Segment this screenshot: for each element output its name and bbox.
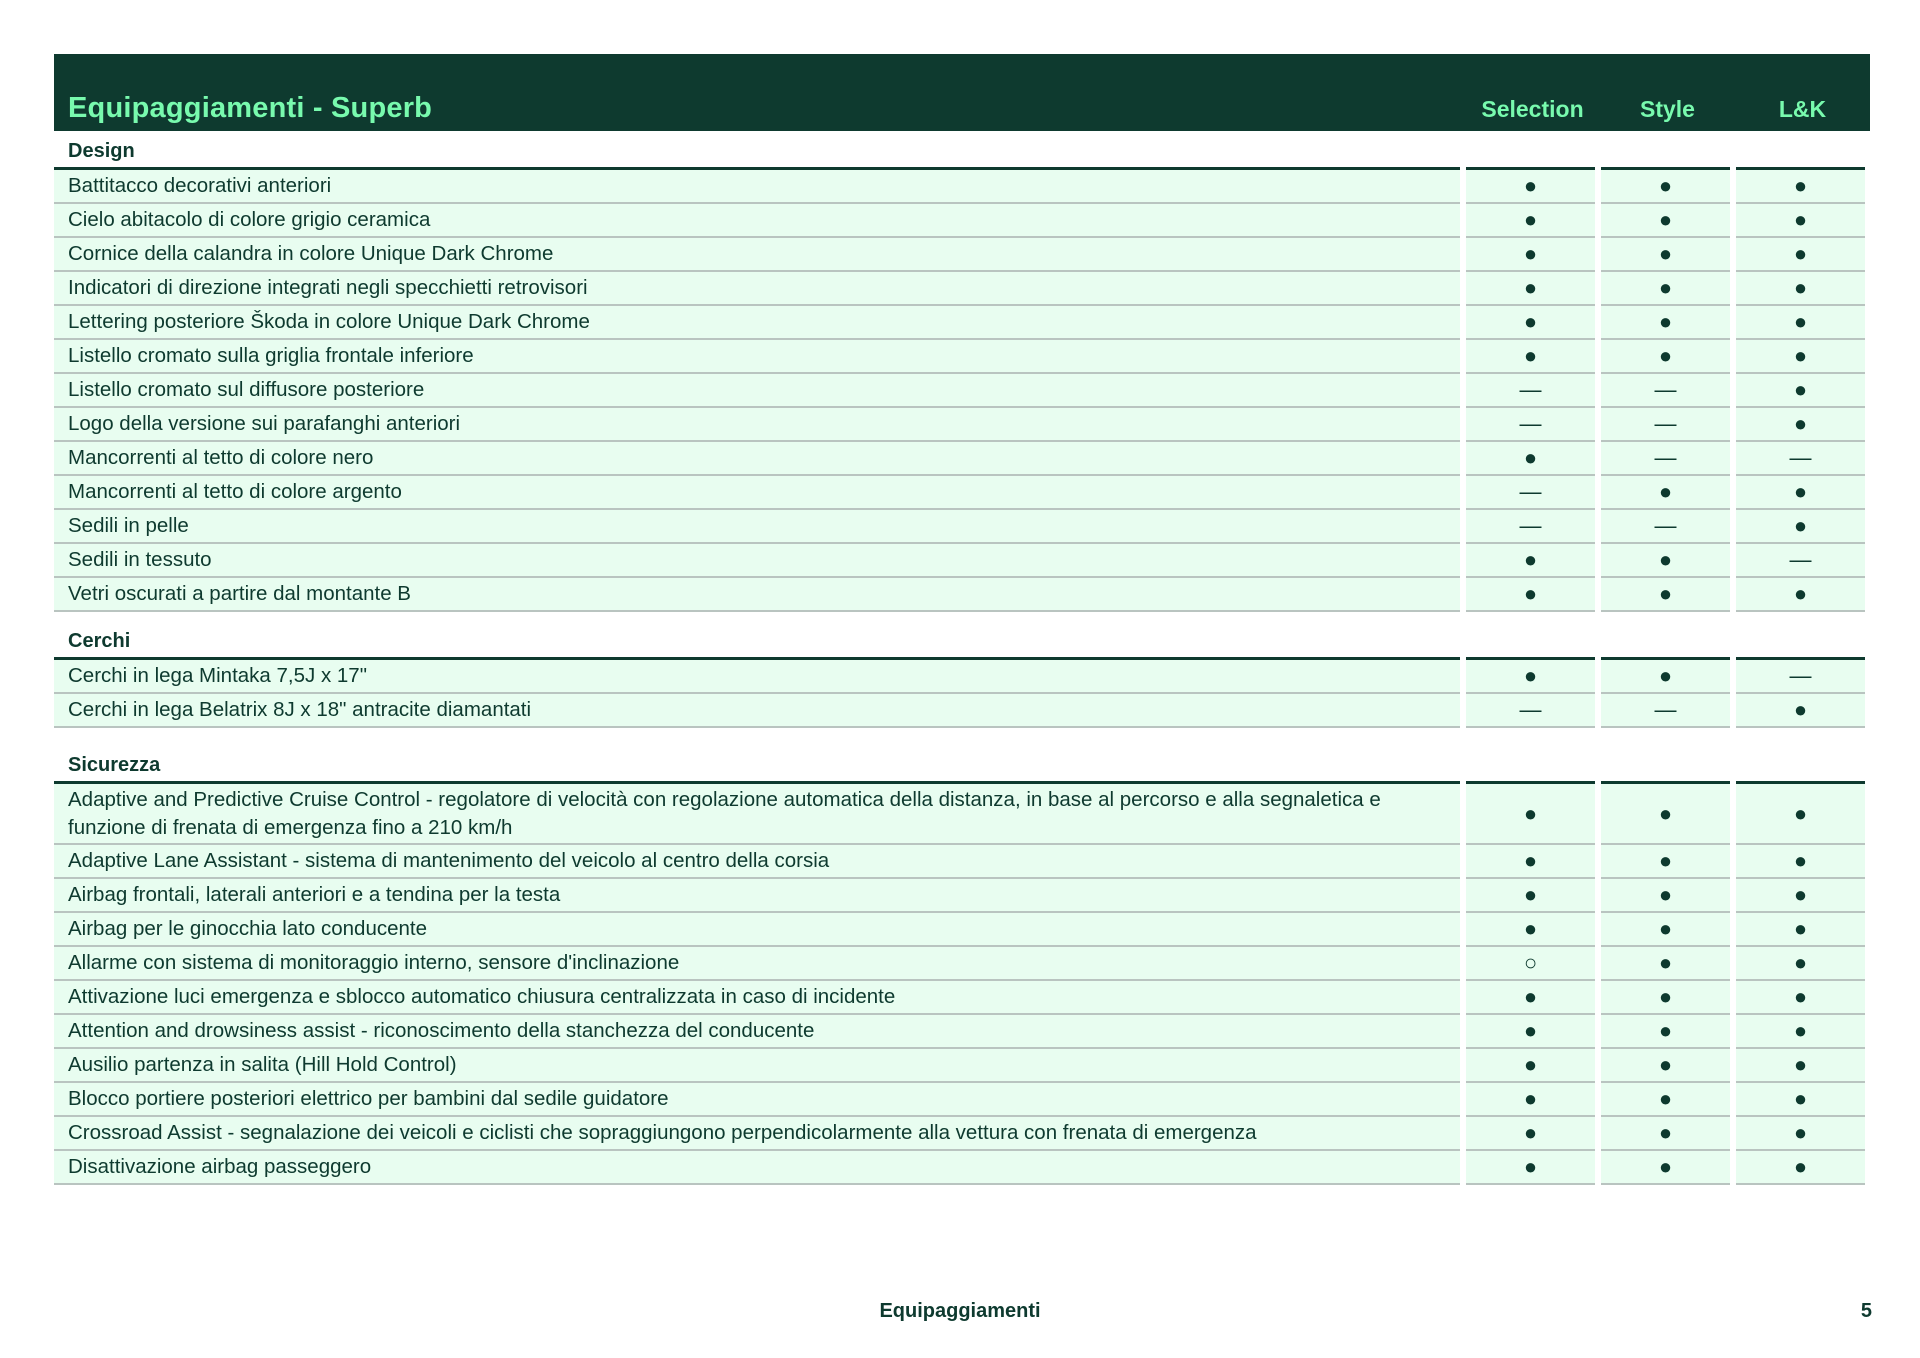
table-row — [54, 784, 1870, 845]
availability-style: — — [1601, 694, 1730, 728]
availability-style: — — [1601, 408, 1730, 442]
availability-lk: — — [1736, 544, 1865, 578]
availability-selection: ● — [1466, 1015, 1595, 1049]
availability-lk: ● — [1736, 1083, 1865, 1117]
availability-style: ● — [1601, 1015, 1730, 1049]
table-row — [54, 374, 1870, 408]
availability-lk: ● — [1736, 170, 1865, 204]
availability-style: ● — [1601, 1049, 1730, 1083]
availability-lk: ● — [1736, 204, 1865, 238]
availability-selection: ● — [1466, 1049, 1595, 1083]
feature-label: Blocco portiere posteriori elettrico per bambini dal sedile guidatore — [54, 1083, 1460, 1117]
availability-lk: ● — [1736, 374, 1865, 408]
availability-style: — — [1601, 442, 1730, 476]
feature-label: Adaptive and Predictive Cruise Control - regolatore di velocità con regolazione automatica della distanza, in base al percorso e alla segnaletica e funzione di frenata di emergenza fino a 210 km/h — [54, 784, 1460, 845]
availability-selection: ● — [1466, 1117, 1595, 1151]
table-row — [54, 306, 1870, 340]
availability-style: ● — [1601, 947, 1730, 981]
feature-label: Airbag frontali, laterali anteriori e a tendina per la testa — [54, 879, 1460, 913]
column-header-lk: L&K — [1778, 96, 1827, 122]
equipment-table — [54, 54, 1870, 1185]
availability-style: ● — [1601, 1083, 1730, 1117]
page-title: Equipaggiamenti - Superb — [68, 92, 433, 124]
availability-selection: ● — [1466, 272, 1595, 306]
table-row — [54, 879, 1870, 913]
availability-lk: ● — [1736, 694, 1865, 728]
section-title — [54, 131, 1870, 167]
availability-lk: ● — [1736, 845, 1865, 879]
availability-selection: ● — [1466, 306, 1595, 340]
availability-style: ● — [1601, 981, 1730, 1015]
feature-label: Cornice della calandra in colore Unique Dark Chrome — [54, 238, 1460, 272]
availability-lk: ● — [1736, 879, 1865, 913]
section-sicurezza — [54, 728, 1870, 1185]
availability-style: ● — [1601, 913, 1730, 947]
table-body — [54, 131, 1870, 1185]
section-title-text: Cerchi — [68, 630, 131, 652]
feature-label: Sedili in pelle — [54, 510, 1460, 544]
column-header-style: Style — [1640, 96, 1695, 122]
availability-selection: — — [1466, 510, 1595, 544]
availability-selection: ● — [1466, 981, 1595, 1015]
table-row — [54, 981, 1870, 1015]
availability-selection: ● — [1466, 204, 1595, 238]
table-row — [54, 1083, 1870, 1117]
table-row — [54, 578, 1870, 612]
table-row — [54, 510, 1870, 544]
table-row — [54, 204, 1870, 238]
page-number: 5 — [1860, 1300, 1872, 1322]
availability-lk: ● — [1736, 340, 1865, 374]
availability-lk: ● — [1736, 784, 1865, 845]
availability-style: ● — [1601, 660, 1730, 694]
table-row — [54, 947, 1870, 981]
table-row — [54, 845, 1870, 879]
availability-selection: ● — [1466, 1083, 1595, 1117]
availability-style: ● — [1601, 238, 1730, 272]
availability-lk: ● — [1736, 1117, 1865, 1151]
section-design — [54, 131, 1870, 612]
table-row — [54, 1117, 1870, 1151]
footer-section-label: Equipaggiamenti — [879, 1300, 1041, 1322]
feature-label: Indicatori di direzione integrati negli specchietti retrovisori — [54, 272, 1460, 306]
feature-label: Vetri oscurati a partire dal montante B — [54, 578, 1460, 612]
availability-lk: ● — [1736, 1151, 1865, 1185]
feature-label: Cerchi in lega Belatrix 8J x 18" antracite diamantati — [54, 694, 1460, 728]
table-row — [54, 442, 1870, 476]
availability-selection: — — [1466, 408, 1595, 442]
feature-label: Disattivazione airbag passeggero — [54, 1151, 1460, 1185]
availability-lk: ● — [1736, 578, 1865, 612]
availability-selection: ● — [1466, 578, 1595, 612]
table-row — [54, 1049, 1870, 1083]
availability-selection: ● — [1466, 238, 1595, 272]
availability-selection: ● — [1466, 660, 1595, 694]
feature-label: Attivazione luci emergenza e sblocco automatico chiusura centralizzata in caso di incidente — [54, 981, 1460, 1015]
feature-label: Logo della versione sui parafanghi anteriori — [54, 408, 1460, 442]
table-row — [54, 170, 1870, 204]
availability-lk: — — [1736, 660, 1865, 694]
feature-label: Attention and drowsiness assist - riconoscimento della stanchezza del conducente — [54, 1015, 1460, 1049]
table-row — [54, 238, 1870, 272]
availability-style: ● — [1601, 1151, 1730, 1185]
availability-lk: ● — [1736, 947, 1865, 981]
column-header-selection: Selection — [1481, 96, 1584, 122]
table-row — [54, 913, 1870, 947]
availability-selection: ● — [1466, 879, 1595, 913]
section-title-text: Sicurezza — [68, 754, 161, 776]
availability-lk: ● — [1736, 476, 1865, 510]
availability-selection: ● — [1466, 544, 1595, 578]
feature-label: Listello cromato sulla griglia frontale inferiore — [54, 340, 1460, 374]
availability-style: ● — [1601, 306, 1730, 340]
availability-selection: ● — [1466, 442, 1595, 476]
table-row — [54, 408, 1870, 442]
availability-selection: ● — [1466, 340, 1595, 374]
availability-lk: ● — [1736, 981, 1865, 1015]
feature-label: Cerchi in lega Mintaka 7,5J x 17" — [54, 660, 1460, 694]
availability-lk: ● — [1736, 238, 1865, 272]
feature-label: Sedili in tessuto — [54, 544, 1460, 578]
availability-lk: ● — [1736, 510, 1865, 544]
table-row — [54, 1151, 1870, 1185]
table-row — [54, 272, 1870, 306]
availability-style: ● — [1601, 845, 1730, 879]
availability-style: ● — [1601, 272, 1730, 306]
availability-style: ● — [1601, 476, 1730, 510]
availability-style: ● — [1601, 578, 1730, 612]
feature-label: Airbag per le ginocchia lato conducente — [54, 913, 1460, 947]
availability-selection: — — [1466, 476, 1595, 510]
feature-label: Listello cromato sul diffusore posteriore — [54, 374, 1460, 408]
table-row — [54, 340, 1870, 374]
table-row — [54, 544, 1870, 578]
availability-lk: ● — [1736, 272, 1865, 306]
feature-label: Mancorrenti al tetto di colore argento — [54, 476, 1460, 510]
availability-lk: ● — [1736, 408, 1865, 442]
availability-selection: ● — [1466, 845, 1595, 879]
table-header — [54, 54, 1870, 131]
feature-label: Lettering posteriore Škoda in colore Unique Dark Chrome — [54, 306, 1460, 340]
table-row — [54, 694, 1870, 728]
availability-selection: — — [1466, 374, 1595, 408]
table-row — [54, 476, 1870, 510]
table-row — [54, 1015, 1870, 1049]
availability-selection: ● — [1466, 913, 1595, 947]
availability-selection: ● — [1466, 1151, 1595, 1185]
availability-lk: ● — [1736, 1015, 1865, 1049]
feature-label: Allarme con sistema di monitoraggio interno, sensore d'inclinazione — [54, 947, 1460, 981]
availability-style: ● — [1601, 784, 1730, 845]
feature-label: Cielo abitacolo di colore grigio ceramica — [54, 204, 1460, 238]
table-row — [54, 660, 1870, 694]
availability-style: ● — [1601, 340, 1730, 374]
feature-label: Battitacco decorativi anteriori — [54, 170, 1460, 204]
availability-style: ● — [1601, 544, 1730, 578]
availability-selection: ○ — [1466, 947, 1595, 981]
availability-style: ● — [1601, 170, 1730, 204]
section-cerchi — [54, 612, 1870, 728]
feature-label: Adaptive Lane Assistant - sistema di mantenimento del veicolo al centro della corsia — [54, 845, 1460, 879]
availability-selection: ● — [1466, 784, 1595, 845]
availability-style: ● — [1601, 204, 1730, 238]
availability-style: ● — [1601, 879, 1730, 913]
availability-selection: — — [1466, 694, 1595, 728]
availability-lk: ● — [1736, 306, 1865, 340]
availability-style: ● — [1601, 1117, 1730, 1151]
feature-label: Crossroad Assist - segnalazione dei veicoli e ciclisti che sopraggiungono perpendicolarmente alla vettura con frenata di emergenza — [54, 1117, 1460, 1151]
section-title — [54, 612, 1870, 657]
section-title — [54, 728, 1870, 781]
availability-style: — — [1601, 510, 1730, 544]
feature-label: Mancorrenti al tetto di colore nero — [54, 442, 1460, 476]
availability-lk: ● — [1736, 913, 1865, 947]
availability-style: — — [1601, 374, 1730, 408]
availability-lk: — — [1736, 442, 1865, 476]
availability-lk: ● — [1736, 1049, 1865, 1083]
section-title-text: Design — [68, 140, 135, 162]
feature-label: Ausilio partenza in salita (Hill Hold Control) — [54, 1049, 1460, 1083]
availability-selection: ● — [1466, 170, 1595, 204]
